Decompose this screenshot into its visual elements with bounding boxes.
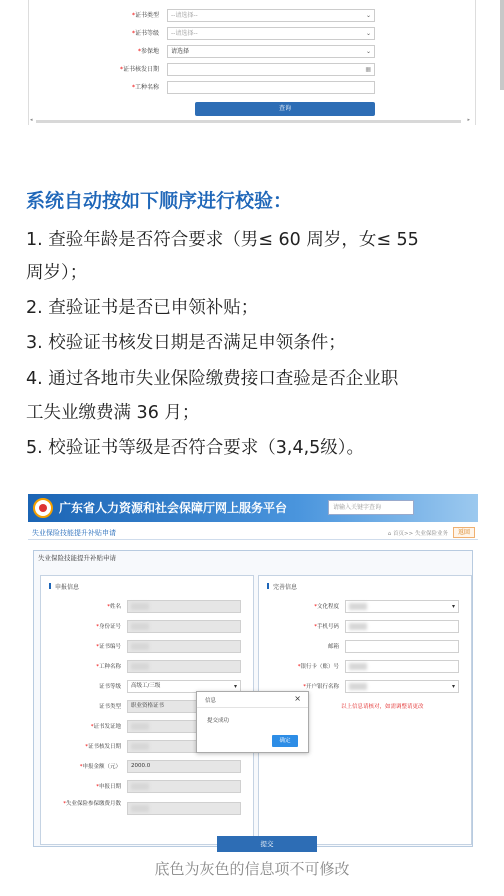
required-mark: *: [314, 604, 317, 610]
insured-place-value: 请选择: [171, 48, 190, 55]
chevron-down-icon: ▾: [451, 683, 455, 690]
required-mark: *: [79, 764, 83, 770]
field-label: 文化程度: [316, 604, 339, 610]
required-mark: *: [85, 744, 88, 750]
redacted-value: [349, 663, 367, 670]
required-mark: *: [131, 30, 135, 37]
emblem-logo: [33, 498, 53, 518]
field-label: 证书编号: [98, 644, 121, 650]
cert-date-input[interactable]: [167, 63, 375, 76]
chevron-down-icon: ⌄: [365, 12, 371, 19]
field-value: 2000.0: [131, 763, 151, 769]
insured-place-select[interactable]: [167, 45, 375, 58]
site-banner: [28, 494, 478, 522]
ok-button[interactable]: 确定: [272, 735, 298, 747]
back-button[interactable]: 返回: [453, 527, 475, 538]
field-phone: [265, 620, 465, 634]
job-name-label: 工种名称: [134, 84, 159, 91]
field-label: 证书类型: [98, 704, 121, 710]
id-number-field: [127, 620, 241, 633]
chevron-down-icon: ⌄: [365, 48, 371, 55]
cert-date-label: 证书核发日期: [122, 66, 159, 73]
dialog-message: 提交成功: [207, 718, 230, 724]
form-row-job-name: [29, 81, 469, 95]
required-mark: *: [297, 664, 301, 670]
required-mark: *: [63, 801, 66, 807]
required-mark: *: [119, 66, 123, 73]
field-label: 身份证号: [98, 624, 121, 630]
application-screenshot: [28, 494, 478, 854]
required-mark: *: [90, 724, 94, 730]
field-label: 证书等级: [98, 684, 121, 690]
redacted-value: [131, 723, 149, 730]
name-field: [127, 600, 241, 613]
panel-title: 失业保险技能提升补贴申请: [38, 554, 116, 562]
required-mark: *: [131, 84, 135, 91]
required-mark: *: [137, 48, 141, 55]
article-heading: 系统自动按如下顺序进行校验：: [26, 190, 293, 212]
cert-type-label: 证书类型: [134, 12, 159, 19]
redacted-value: [131, 643, 149, 650]
redacted-value: [131, 623, 149, 630]
insured-months-field: [127, 802, 241, 815]
field-label: 工种名称: [98, 664, 121, 670]
required-mark: *: [131, 12, 135, 19]
breadcrumb-path[interactable]: 首页>> 失业保险业务: [393, 531, 448, 537]
group-title: 完善信息: [267, 582, 297, 591]
dialog-title: 信息: [205, 698, 217, 704]
field-label: 申报日期: [98, 784, 121, 790]
close-icon[interactable]: ×: [294, 694, 301, 703]
field-value: 职业资格证书: [131, 703, 165, 709]
form-row-cert-date: [29, 63, 469, 77]
redacted-value: [131, 603, 149, 610]
field-cert-number: [47, 640, 247, 654]
warning-text: 以上信息请核对，如需调整请更改: [341, 704, 424, 710]
query-button[interactable]: 查询: [195, 102, 375, 116]
bank-account-input[interactable]: [345, 660, 459, 673]
redacted-value: [131, 783, 149, 790]
top-form-screenshot: [28, 0, 476, 125]
home-icon: ⌂: [387, 531, 394, 537]
field-label: 邮箱: [327, 644, 339, 650]
email-input[interactable]: [345, 640, 459, 653]
scroll-right-icon[interactable]: ▸: [467, 117, 470, 123]
field-label: 申报金额（元）: [82, 764, 121, 770]
redacted-value: [349, 623, 367, 630]
submit-button[interactable]: 提交: [217, 836, 317, 852]
cert-type-value: --请选择--: [171, 12, 198, 19]
horizontal-scrollbar[interactable]: [30, 119, 470, 124]
field-label: 开户银行名称: [305, 684, 339, 690]
site-title: 广东省人力资源和社会保障厅网上服务平台: [59, 501, 288, 515]
chevron-down-icon: ▾: [233, 683, 237, 690]
breadcrumb: [28, 525, 478, 540]
redacted-value: [131, 805, 149, 812]
required-mark: *: [107, 604, 110, 610]
required-mark: *: [96, 644, 99, 650]
bank-name-select[interactable]: [345, 680, 459, 693]
field-apply-date: [47, 780, 247, 794]
group-title: 申报信息: [49, 582, 79, 591]
article-line-2: 周岁）；: [26, 263, 88, 283]
field-value: 高级工/三级: [131, 683, 161, 689]
job-name-field: [127, 660, 241, 673]
field-job-name: [47, 660, 247, 674]
calendar-icon[interactable]: ▦: [365, 66, 371, 73]
article-line-6: 工失业缴费满 36 月；: [26, 403, 200, 423]
cert-level-value: --请选择--: [171, 30, 198, 37]
field-amount: [47, 760, 247, 774]
form-row-cert-level: [29, 27, 469, 41]
form-row-cert-type: [29, 9, 469, 23]
article-line-7: 5. 校验证书等级是否符合要求（3,4,5级）。: [26, 438, 365, 458]
search-input[interactable]: 请输入关键字查询: [328, 500, 414, 515]
field-bank-account: [265, 660, 465, 674]
form-row-insured-place: [29, 45, 469, 59]
required-mark: *: [96, 664, 99, 670]
article-line-5: 4. 通过各地市失业保险缴费接口查验是否企业职: [26, 369, 399, 389]
cert-type-select[interactable]: [167, 9, 375, 22]
apply-date-field: [127, 780, 241, 793]
divider: [197, 707, 308, 708]
field-name: [47, 600, 247, 614]
required-mark: *: [96, 624, 99, 630]
field-education: [265, 600, 465, 614]
field-email: [265, 640, 465, 654]
scrollbar-thumb[interactable]: [36, 120, 461, 123]
required-mark: *: [303, 684, 306, 690]
phone-input[interactable]: [345, 620, 459, 633]
article-line-4: 3. 校验证书核发日期是否满足申领条件；: [26, 333, 346, 353]
required-mark: *: [314, 624, 317, 630]
breadcrumb-title: 失业保险技能提升补贴申请: [32, 529, 116, 537]
required-mark: *: [96, 784, 99, 790]
article-line-3: 2. 查验证书是否已申领补贴；: [26, 298, 259, 318]
field-id-number: [47, 620, 247, 634]
chevron-down-icon: ▾: [451, 603, 455, 610]
field-insured-months: [47, 798, 247, 822]
cert-level-select[interactable]: [167, 27, 375, 40]
vertical-scrollbar[interactable]: [500, 0, 504, 90]
education-select[interactable]: [345, 600, 459, 613]
field-label: 银行卡（账）号: [300, 664, 339, 670]
field-label: 证书核发日期: [87, 744, 121, 750]
redacted-value: [349, 683, 367, 690]
field-label: 失业保险参保缴费月数: [65, 801, 121, 807]
info-dialog: [196, 691, 309, 753]
cert-number-field: [127, 640, 241, 653]
redacted-value: [131, 743, 149, 750]
redacted-value: [131, 663, 149, 670]
field-label: 姓名: [109, 604, 121, 610]
chevron-down-icon: ⌄: [365, 30, 371, 37]
image-caption: 底色为灰色的信息项不可修改: [154, 860, 350, 878]
field-label: 证书发证地: [93, 724, 121, 730]
job-name-input[interactable]: [167, 81, 375, 94]
article-line-1: 1. 查验年龄是否符合要求（男≤ 60 周岁，女≤ 55: [26, 230, 419, 250]
redacted-value: [349, 603, 367, 610]
scroll-left-icon[interactable]: ◂: [30, 117, 33, 123]
field-label: 手机号码: [316, 624, 339, 630]
insured-place-label: 参保地: [140, 48, 159, 55]
cert-level-label: 证书等级: [134, 30, 159, 37]
amount-field: [127, 760, 241, 773]
